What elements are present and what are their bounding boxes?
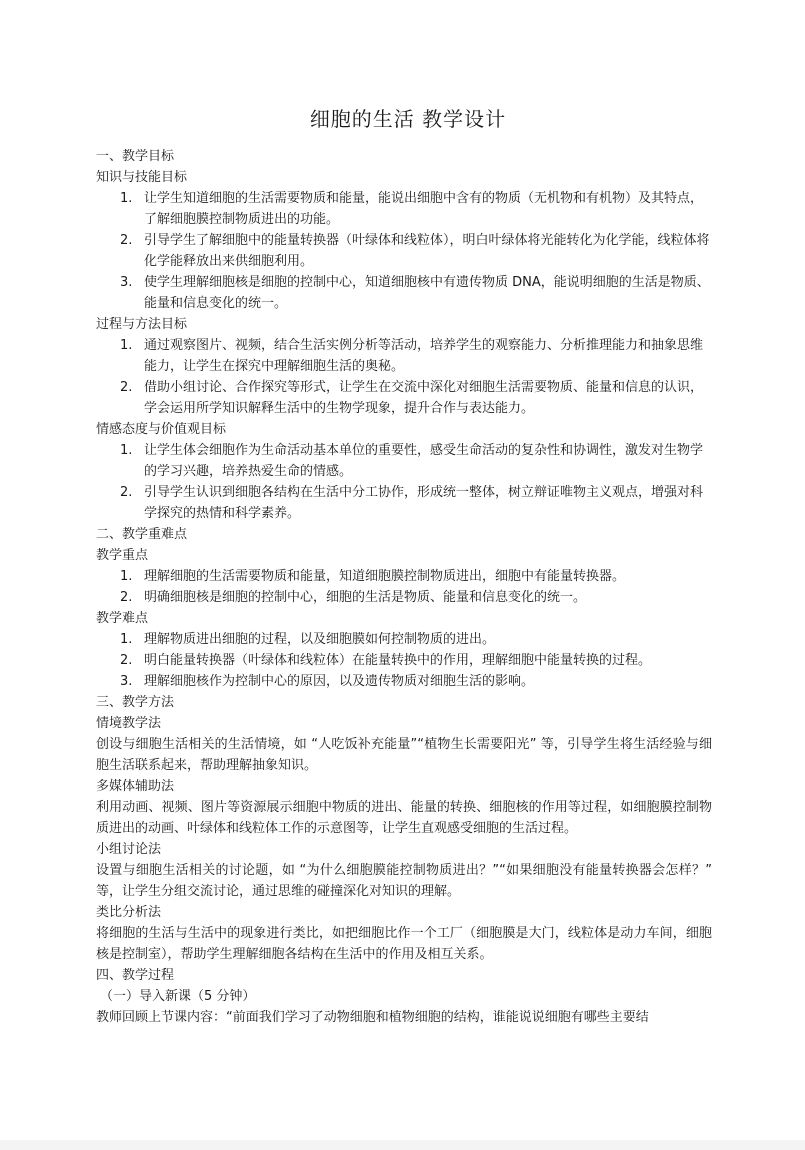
subheading-attitude-goals: 情感态度与价值观目标 [96,422,227,437]
method-description: 将细胞的生活与生活中的现象进行类比，如把细胞比作一个工厂（细胞膜是大门，线粒体是动力车间，细胞核是控制室），帮助学生理解细胞各结构在生活中的作用及相互关系。 [96,926,712,962]
list-item [96,377,712,419]
subheading-difficulties: 教学难点 [96,611,149,626]
list-text: 理解细胞的生活需要物质和能量，知道细胞膜控制物质进出，细胞中有能量转换器。 [144,569,626,584]
list-number: 2. [120,233,133,248]
list-item [96,587,712,608]
subheading-knowledge-goals: 知识与技能目标 [96,170,188,185]
list-text: 明白能量转换器（叶绿体和线粒体）在能量转换中的作用，理解细胞中能量转换的过程。 [144,653,652,668]
list-text: 理解细胞核作为控制中心的原因，以及遗传物质对细胞生活的影响。 [144,674,535,689]
list-number: 1. [120,338,133,353]
method-description: 利用动画、视频、图片等资源展示细胞中物质的进出、能量的转换、细胞核的作用等过程，如细胞膜控制物质进出的动画、叶绿体和线粒体工作的示意图等，让学生直观感受细胞的生活过程。 [96,800,712,836]
list-item [96,671,712,692]
list-number: 1. [120,632,133,647]
subheading-process-goals: 过程与方法目标 [96,317,188,332]
list-item [96,482,712,524]
list-number: 3. [120,674,133,689]
subheading-intro: （一）导入新课（5 分钟） [100,989,256,1004]
list-number: 3. [120,275,133,290]
list-item [96,230,712,272]
page-title: 细胞的生活 教学设计 [309,107,507,131]
method-heading: 类比分析法 [96,905,162,920]
list-item [96,188,712,230]
method-description: 创设与细胞生活相关的生活情境，如 “人吃饭补充能量”“植物生长需要阳光” 等，引导学生将生活经验与细胞生活联系起来，帮助理解抽象知识。 [96,737,712,773]
list-text: 使学生理解细胞核是细胞的控制中心，知道细胞核中有遗传物质 DNA，能说明细胞的生活是物质、能量和信息变化的统一。 [144,275,710,311]
method-heading: 多媒体辅助法 [96,779,175,794]
section-heading-methods: 三、教学方法 [96,695,175,710]
key-points-list [96,566,712,608]
list-item [96,272,712,314]
list-number: 1. [120,569,133,584]
list-text: 引导学生了解细胞中的能量转换器（叶绿体和线粒体），明白叶绿体将光能转化为化学能，线粒体将化学能释放出来供细胞利用。 [144,233,710,269]
list-text: 借助小组讨论、合作探究等形式，让学生在交流中深化对细胞生活需要物质、能量和信息的认识，学会运用所学知识解释生活中的生物学现象，提升合作与表达能力。 [144,380,704,416]
list-item [96,629,712,650]
section-heading-process: 四、教学过程 [96,968,175,983]
list-number: 2. [120,653,133,668]
method-description: 设置与细胞生活相关的讨论题，如 “为什么细胞膜能控制物质进出？”“如果细胞没有能量转换器会怎样？” 等，让学生分组交流讨论，通过思维的碰撞深化对知识的理解。 [96,863,712,899]
list-text: 引导学生认识到细胞各结构在生活中分工协作，形成统一整体，树立辩证唯物主义观点，增强对科学探究的热情和科学素养。 [144,485,704,521]
list-number: 2. [120,485,133,500]
list-number: 2. [120,380,133,395]
knowledge-goals-list [96,188,712,314]
attitude-goals-list [96,440,712,524]
process-paragraph: 教师回顾上节课内容：“前面我们学习了动物细胞和植物细胞的结构，谁能说说细胞有哪些主要结 [96,1010,649,1025]
list-number: 1. [120,443,133,458]
difficulties-list [96,629,712,692]
section-heading-key-points: 二、教学重难点 [96,527,188,542]
list-item [96,440,712,482]
subheading-key-points: 教学重点 [96,548,149,563]
list-text: 让学生知道细胞的生活需要物质和能量，能说出细胞中含有的物质（无机物和有机物）及其特点，了解细胞膜控制物质进出的功能。 [144,191,704,227]
list-text: 明确细胞核是细胞的控制中心，细胞的生活是物质、能量和信息变化的统一。 [144,590,587,605]
list-text: 理解物质进出细胞的过程，以及细胞膜如何控制物质的进出。 [144,632,496,647]
list-number: 1. [120,191,133,206]
method-heading: 小组讨论法 [96,842,162,857]
process-goals-list [96,335,712,419]
list-item [96,335,712,377]
list-text: 通过观察图片、视频，结合生活实例分析等活动，培养学生的观察能力、分析推理能力和抽象思维能力，让学生在探究中理解细胞生活的奥秘。 [144,338,704,374]
list-item [96,566,712,587]
method-heading: 情境教学法 [96,716,162,731]
list-text: 让学生体会细胞作为生命活动基本单位的重要性，感受生命活动的复杂性和协调性，激发对生物学的学习兴趣，培养热爱生命的情感。 [144,443,704,479]
list-item [96,650,712,671]
document-body [96,104,712,1028]
section-heading-objectives: 一、教学目标 [96,149,175,164]
list-number: 2. [120,590,133,605]
